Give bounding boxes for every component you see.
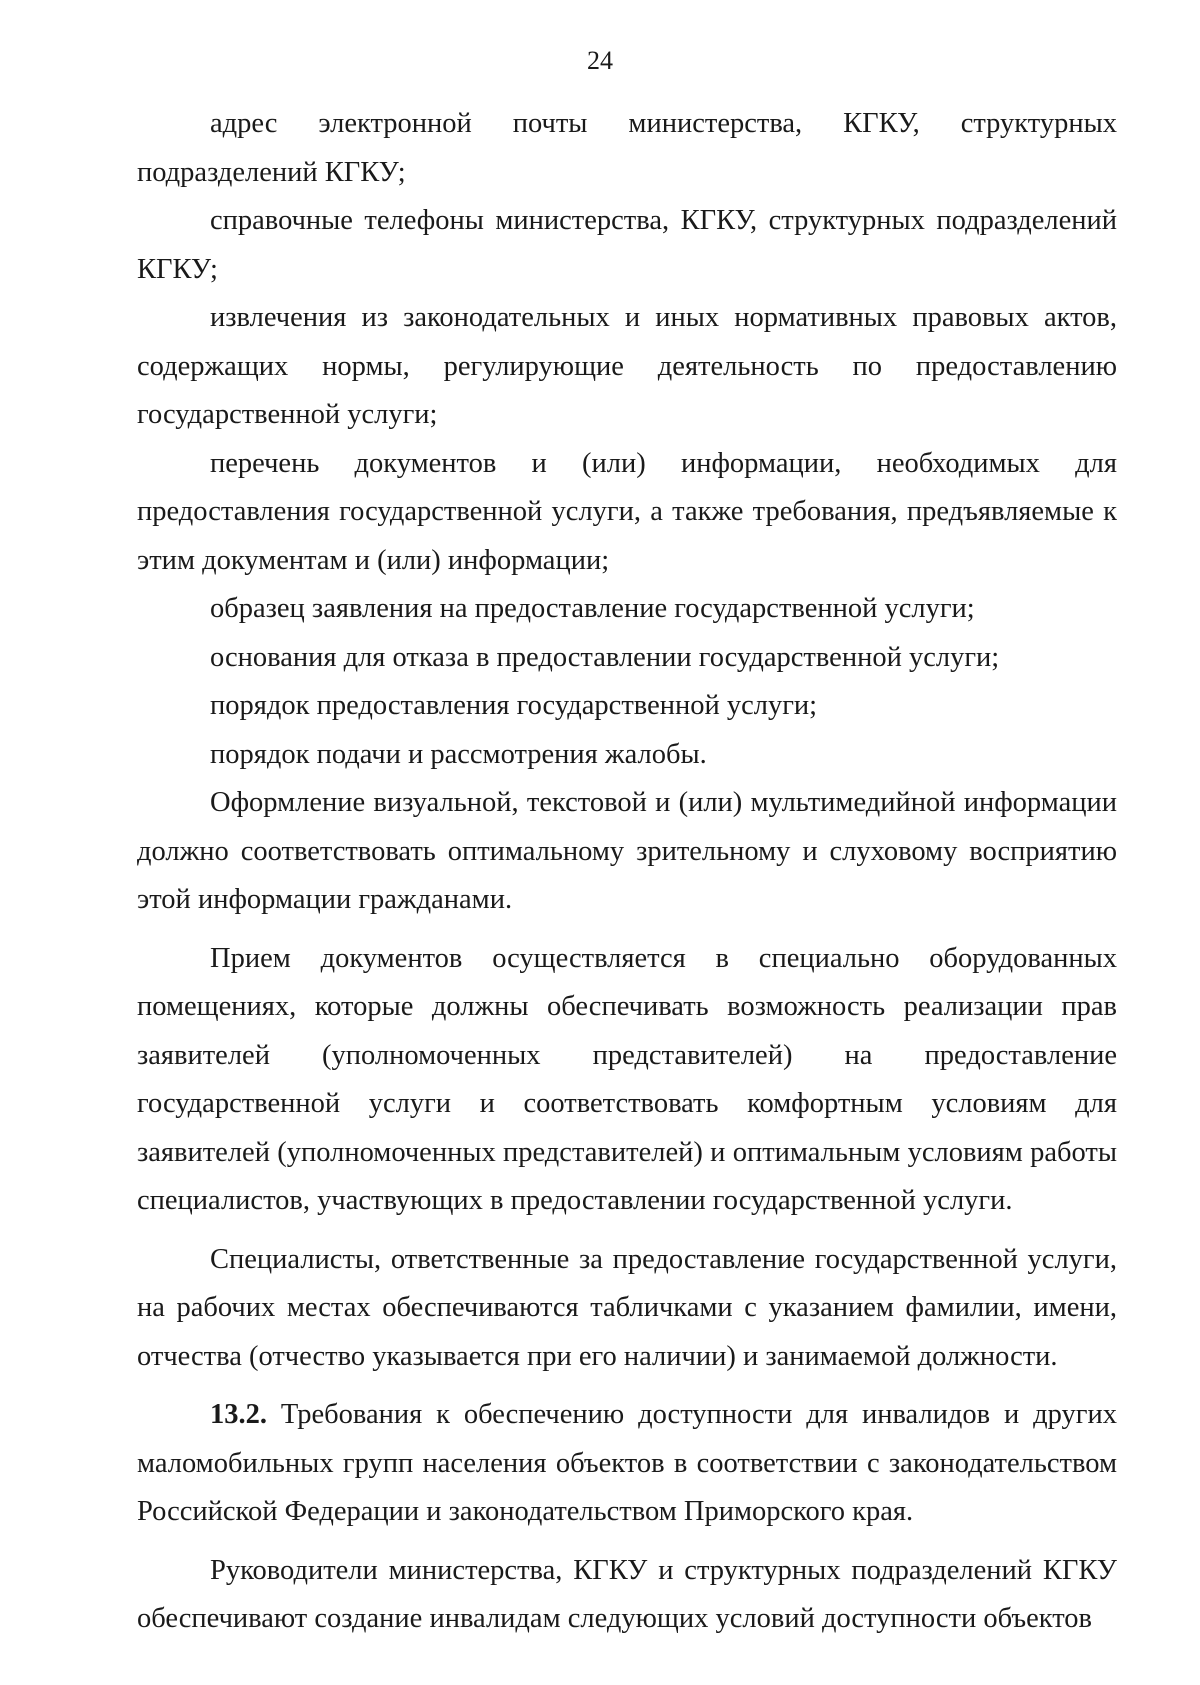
paragraph-specialists-signs: Специалисты, ответственные за предоставление государственной услуги, на рабочих местах обеспечиваются табличками с указанием фамилии, имени, отчества (отчество указывается при его наличии) и занимаемой должности.: [137, 1243, 1117, 1372]
section-13-2-text: Требования к обеспечению доступности для инвалидов и других маломобильных групп населения объектов в соответствии с законодательством Российской Федерации и законодательством Приморского края.: [137, 1399, 1117, 1527]
paragraph-phones: справочные телефоны министерства, КГКУ, структурных подразделений КГКУ;: [137, 205, 1117, 285]
paragraph-application-sample: образец заявления на предоставление государственной услуги;: [210, 593, 975, 624]
paragraph-information-design: Оформление визуальной, текстовой и (или) мультимедийной информации должно соответствовать оптимальному зрительному и слуховому восприятию этой информации гражданами.: [137, 787, 1117, 915]
paragraph-email: адрес электронной почты министерства, КГКУ, структурных подразделений КГКУ;: [137, 108, 1117, 188]
page-number: 24: [587, 46, 613, 75]
document-body: [137, 100, 1117, 1644]
paragraph-documents-list: перечень документов и (или) информации, необходимых для предоставления государственной услуги, а также требования, предъявляемые к этим документам и (или) информации;: [137, 447, 1117, 576]
paragraph-managers-conditions: Руководители министерства, КГКУ и структурных подразделений КГКУ обеспечивают создание инвалидам следующих условий доступности объектов: [137, 1554, 1117, 1634]
paragraph-refusal-grounds: основания для отказа в предоставлении государственной услуги;: [210, 641, 1000, 673]
paragraph-document-reception: Прием документов осуществляется в специально оборудованных помещениях, которые должны обеспечивать возможность реализации прав заявителей (уполномоченных представителей) на предоставление государственной услуги и соответствовать комфортным условиям для заявителей (уполномоченных представителей) и оптимальным условиям работы специалистов, участвующих в предоставлении государственной услуги.: [137, 942, 1117, 1216]
section-13-2-number: 13.2.: [210, 1399, 267, 1430]
section-13-2-paragraph: [137, 1391, 1117, 1537]
paragraph-service-procedure: порядок предоставления государственной услуги;: [210, 690, 818, 721]
paragraph-legal-extracts: извлечения из законодательных и иных нормативных правовых актов, содержащих нормы, регулирующие деятельность по предоставлению государственной услуги;: [137, 302, 1117, 430]
paragraph-complaint-procedure: порядок подачи и рассмотрения жалобы.: [210, 738, 707, 770]
